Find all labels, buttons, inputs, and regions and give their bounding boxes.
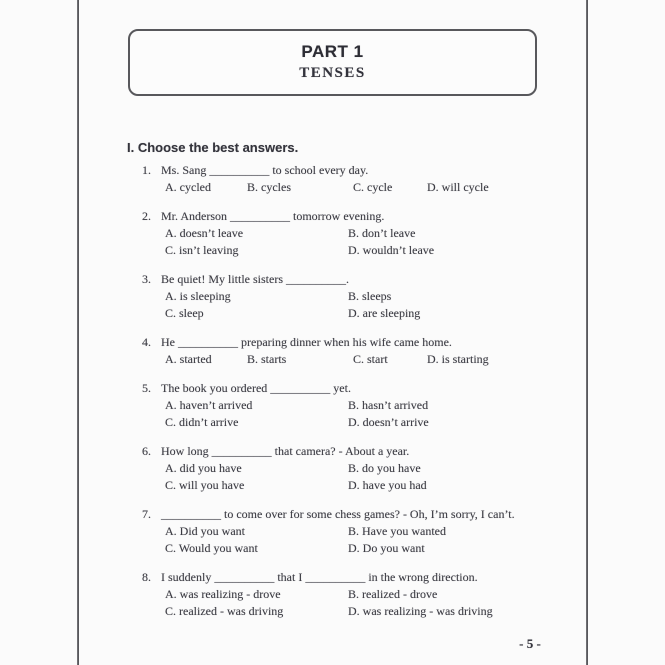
- question-number: 7.: [142, 507, 151, 521]
- question-3: [142, 271, 572, 322]
- part-subtitle: TENSES: [299, 65, 366, 81]
- question-text: Be quiet! My little sisters __________.: [161, 272, 349, 286]
- question-text: How long __________ that camera? - About a year.: [161, 444, 410, 458]
- question-1: [142, 162, 572, 196]
- option-c: C. didn’t arrive: [165, 415, 239, 429]
- option-d: D. will cycle: [427, 180, 489, 194]
- question-options: [165, 351, 572, 368]
- part-header-box: [128, 29, 537, 96]
- question-options: [165, 179, 572, 196]
- question-number: 8.: [142, 570, 151, 584]
- option-c: C. realized - was driving: [165, 604, 284, 618]
- option-a: A. started: [165, 352, 212, 366]
- option-a: A. doesn’t leave: [165, 226, 244, 240]
- option-d: D. are sleeping: [348, 306, 421, 320]
- option-c: C. will you have: [165, 478, 245, 492]
- part-title: PART 1: [301, 42, 364, 61]
- question-stem: [142, 380, 572, 397]
- question-text: Mr. Anderson __________ tomorrow evening.: [161, 209, 385, 223]
- option-b: B. Have you wanted: [348, 524, 446, 538]
- question-5: [142, 380, 572, 431]
- option-b: B. don’t leave: [348, 226, 416, 240]
- question-number: 2.: [142, 209, 151, 223]
- question-text: __________ to come over for some chess games? - Oh, I’m sorry, I can’t.: [161, 507, 515, 521]
- option-c: C. sleep: [165, 306, 204, 320]
- option-d: D. have you had: [348, 478, 427, 492]
- page-number: - 5 -: [519, 636, 541, 651]
- question-options: [165, 288, 572, 322]
- question-text: I suddenly __________ that I __________ in the wrong direction.: [161, 570, 478, 584]
- question-number: 5.: [142, 381, 151, 395]
- question-8: [142, 569, 572, 620]
- option-c: C. cycle: [353, 180, 393, 194]
- question-stem: [142, 208, 572, 225]
- option-b: B. realized - drove: [348, 587, 438, 601]
- page-right-edge-line: [586, 0, 588, 665]
- option-a: A. was realizing - drove: [165, 587, 281, 601]
- option-a: A. is sleeping: [165, 289, 231, 303]
- option-a: A. Did you want: [165, 524, 245, 538]
- question-stem: [142, 334, 572, 351]
- question-options: [165, 397, 572, 431]
- questions-list: [142, 162, 572, 632]
- option-b: B. cycles: [247, 180, 291, 194]
- question-stem: [142, 443, 572, 460]
- question-4: [142, 334, 572, 368]
- option-b: B. hasn’t arrived: [348, 398, 429, 412]
- question-stem: [142, 506, 572, 523]
- option-a: A. haven’t arrived: [165, 398, 253, 412]
- option-a: A. did you have: [165, 461, 242, 475]
- option-d: D. is starting: [427, 352, 489, 366]
- question-stem: [142, 162, 572, 179]
- page-left-edge-line: [77, 0, 79, 665]
- question-options: [165, 586, 572, 620]
- question-number: 6.: [142, 444, 151, 458]
- option-c: C. Would you want: [165, 541, 258, 555]
- question-6: [142, 443, 572, 494]
- option-b: B. starts: [247, 352, 287, 366]
- question-2: [142, 208, 572, 259]
- question-number: 4.: [142, 335, 151, 349]
- option-b: B. sleeps: [348, 289, 392, 303]
- option-d: D. doesn’t arrive: [348, 415, 429, 429]
- option-d: D. Do you want: [348, 541, 425, 555]
- option-c: C. start: [353, 352, 388, 366]
- question-7: [142, 506, 572, 557]
- question-text: Ms. Sang __________ to school every day.: [161, 163, 369, 177]
- section-heading: I. Choose the best answers.: [127, 140, 299, 155]
- option-a: A. cycled: [165, 180, 211, 194]
- question-options: [165, 225, 572, 259]
- option-b: B. do you have: [348, 461, 421, 475]
- question-options: [165, 523, 572, 557]
- question-number: 3.: [142, 272, 151, 286]
- option-c: C. isn’t leaving: [165, 243, 239, 257]
- option-d: D. was realizing - was driving: [348, 604, 493, 618]
- question-stem: [142, 569, 572, 586]
- question-text: He __________ preparing dinner when his wife came home.: [161, 335, 452, 349]
- option-d: D. wouldn’t leave: [348, 243, 435, 257]
- question-text: The book you ordered __________ yet.: [161, 381, 351, 395]
- question-stem: [142, 271, 572, 288]
- question-options: [165, 460, 572, 494]
- question-number: 1.: [142, 163, 151, 177]
